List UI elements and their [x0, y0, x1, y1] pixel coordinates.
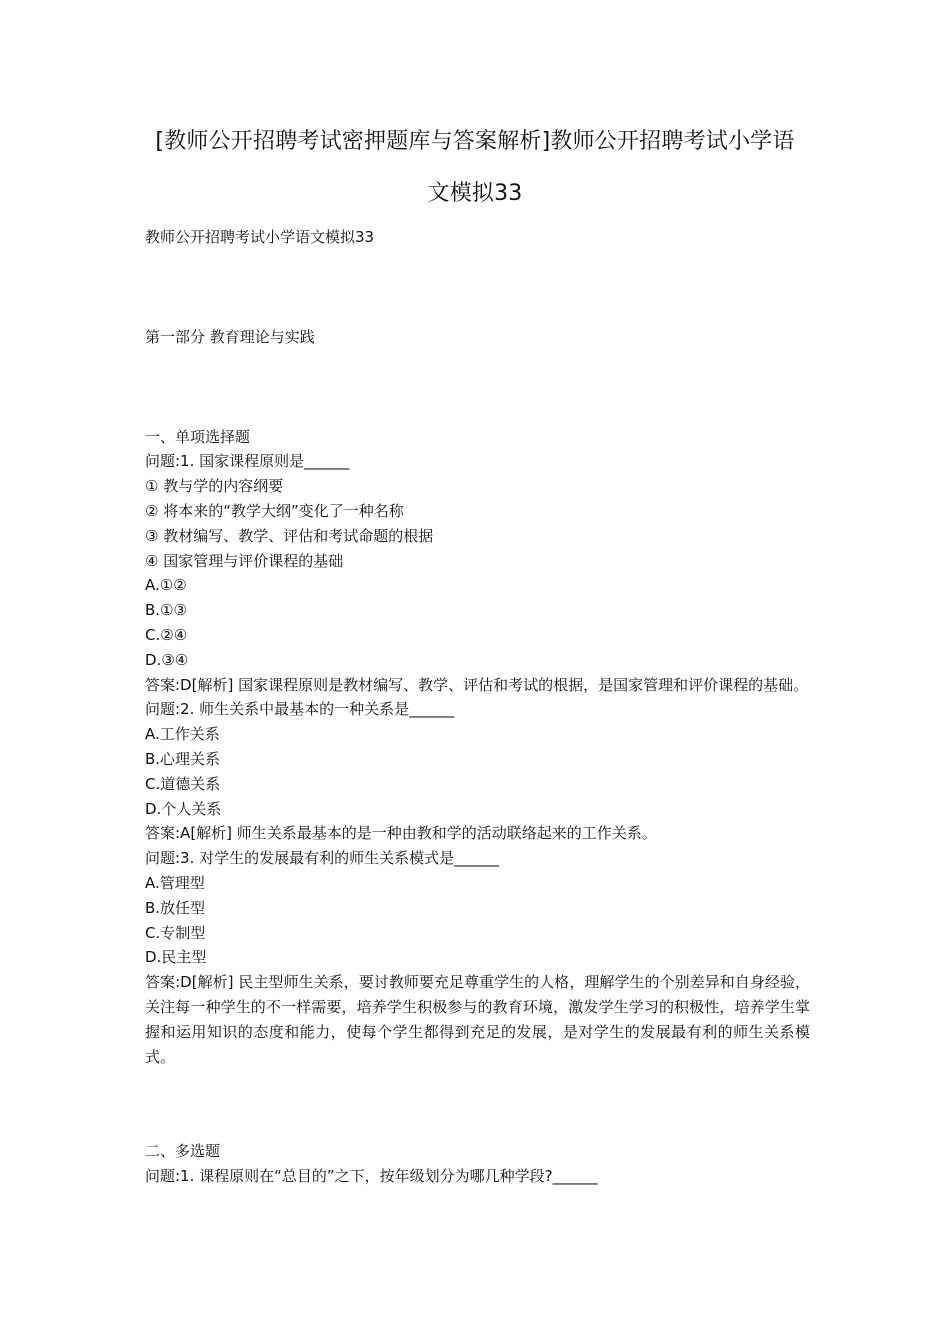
section-heading-multiple-choice: 二、多选题 [145, 1142, 221, 1161]
question-prompt: 问题:3. 对学生的发展最有利的师生关系模式是______ [145, 849, 500, 868]
question-option: A.工作关系 [145, 725, 220, 744]
question-block [145, 1164, 810, 1189]
question-block [145, 846, 810, 1069]
title-line-2: 文模拟33 [427, 181, 523, 206]
question-answer: 答案:D[解析] 民主型师生关系，要讨教师要充足尊重学生的人格，理解学生的个别差异和自身经验，关注每一种学生的不一样需要，培养学生积极参与的教育环境，激发学生学习的积极性，培养学生掌握和运用知识的态度和能力，使每个学生都得到充足的发展，是对学生的发展最有利的师生关系模式。 [145, 973, 810, 1066]
question-option: D.个人关系 [145, 799, 222, 818]
question-option: A.①② [145, 576, 187, 595]
question-answer: 答案:A[解析] 师生关系最基本的是一种由教和学的活动联络起来的工作关系。 [145, 824, 657, 843]
part-title: 第一部分 教育理论与实践 [145, 327, 315, 346]
question-option: D.③④ [145, 650, 189, 669]
question-answer: 答案:D[解析] 国家课程原则是教材编写、教学、评估和考试的根据，是国家管理和评价课程的基础。 [145, 675, 809, 694]
question-block [145, 697, 810, 846]
question-prompt: 问题:2. 师生关系中最基本的一种关系是______ [145, 700, 455, 719]
question-option: C.专制型 [145, 923, 206, 942]
question-option: B.放任型 [145, 898, 206, 917]
question-statement: ① 教与学的内容纲要 [145, 477, 284, 496]
question-option: B.①③ [145, 601, 187, 620]
question-option: C.道德关系 [145, 774, 221, 793]
question-prompt: 问题:1. 课程原则在“总目的”之下，按年级划分为哪几种学段?______ [145, 1167, 598, 1186]
question-statement: ③ 教材编写、教学、评估和考试命题的根据 [145, 526, 434, 545]
question-statement: ④ 国家管理与评价课程的基础 [145, 551, 344, 570]
question-block [145, 449, 810, 697]
question-option: B.心理关系 [145, 749, 221, 768]
document-subtitle: 教师公开招聘考试小学语文模拟33 [145, 228, 375, 246]
question-prompt: 问题:1. 国家课程原则是______ [145, 452, 350, 471]
document-title [0, 126, 950, 210]
title-line-1: [教师公开招聘考试密押题库与答案解析]教师公开招聘考试小学语 [155, 129, 795, 154]
section-heading-single-choice: 一、单项选择题 [145, 427, 251, 446]
question-statement: ② 将本来的“教学大纲”变化了一种名称 [145, 501, 404, 520]
document-body [145, 225, 810, 1189]
question-option: D.民主型 [145, 948, 207, 967]
question-option: A.管理型 [145, 873, 205, 892]
question-option: C.②④ [145, 625, 188, 644]
